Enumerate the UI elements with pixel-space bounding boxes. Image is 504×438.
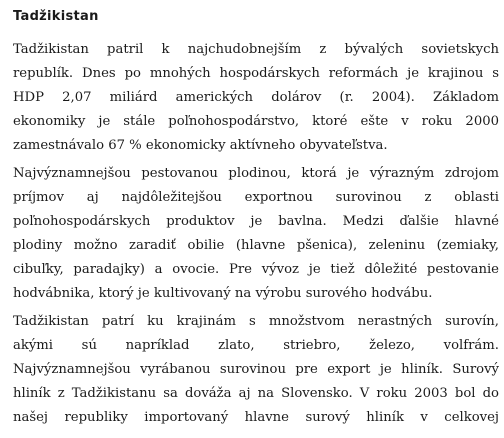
paragraph-economy xyxy=(13,38,499,158)
text-line: plodiny možno zaradiť obilie (hlavne pšenica), zeleninu (zemiaky, xyxy=(13,238,499,253)
text-line: poľnohospodárskych produktov je bavlna. Medzi ďalšie hlavné xyxy=(13,214,499,229)
text-line: zamestnávalo 67 % ekonomicky aktívneho obyvateľstva. xyxy=(13,138,388,153)
text-line: HDP 2,07 miliárd amerických dolárov (r. 2004). Základom xyxy=(13,90,499,105)
text-line: Tadžikistan patril k najchudobnejším z bývalých sovietskych xyxy=(13,42,499,57)
text-line: akými sú napríklad zlato, striebro, železo, volfrám. xyxy=(13,338,499,353)
paragraph-minerals xyxy=(13,310,499,430)
text-line: hodvábnika, ktorý je kultivovaný na výrobu surového hodvábu. xyxy=(13,286,433,301)
text-line: Tadžikistan patrí ku krajinám s množstvom nerastných surovín, xyxy=(13,314,499,329)
text-line: ekonomiky je stále poľnohospodárstvo, ktoré ešte v roku 2000 xyxy=(13,114,499,129)
text-line: cibuľky, paradajky) a ovocie. Pre vývoz je tiež dôležité pestovanie xyxy=(13,262,499,277)
text-line: hliník z Tadžikistanu sa dováža aj na Slovensko. V roku 2003 bol do xyxy=(13,386,499,401)
paragraph-agriculture xyxy=(13,162,499,306)
article-body xyxy=(13,38,499,434)
section-heading: Tadžikistan xyxy=(13,9,99,24)
text-line: príjmov aj najdôležitejšou exportnou surovinou z oblasti xyxy=(13,190,499,205)
text-line: Najvýznamnejšou pestovanou plodinou, ktorá je výrazným zdrojom xyxy=(13,166,499,181)
text-line: našej republiky importovaný hlavne surový hliník v celkovej xyxy=(13,410,499,425)
text-line: republík. Dnes po mnohých hospodárskych reformách je krajinou s xyxy=(13,66,499,81)
text-line: Najvýznamnejšou vyrábanou surovinou pre export je hliník. Surový xyxy=(13,362,499,377)
